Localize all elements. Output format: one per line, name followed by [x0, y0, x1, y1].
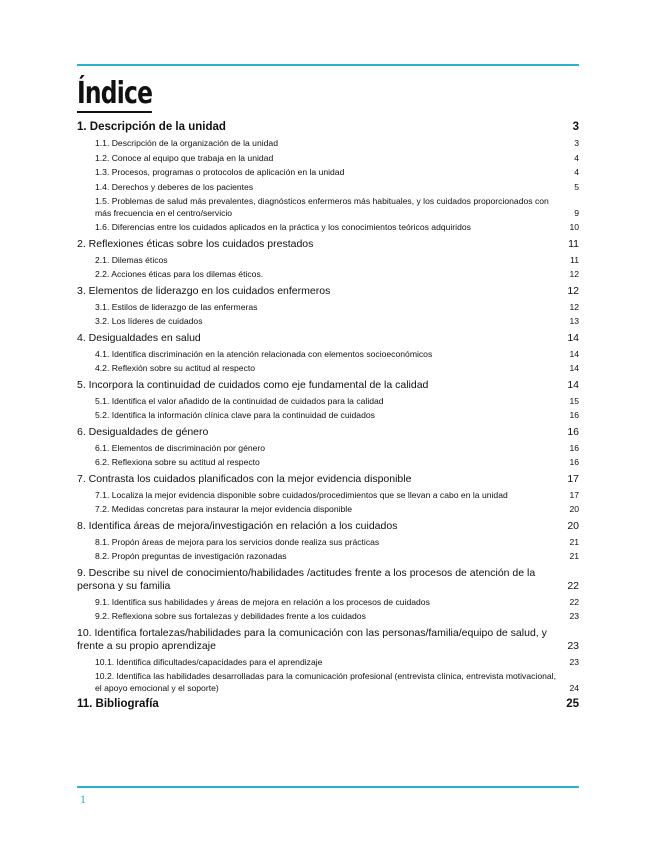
toc-page-number: 3: [574, 138, 579, 148]
toc-entry-5[interactable]: 5. Incorpora la continuidad de cuidados como eje fundamental de la calidad 14: [77, 378, 579, 391]
toc-page-number: 16: [567, 425, 579, 438]
toc-entry-5-1[interactable]: 5.1. Identifica el valor añadido de la continuidad de cuidados para la calidad 15: [95, 395, 579, 406]
toc-entry-3-1[interactable]: 3.1. Estilos de liderazgo de las enfermeras 12: [95, 301, 579, 312]
toc-page-number: 13: [569, 316, 579, 326]
toc-page-number: 10: [569, 222, 579, 232]
toc-entry-8[interactable]: 8. Identifica áreas de mejora/investigación en relación a los cuidados 20: [77, 519, 579, 532]
toc-entry-10-1[interactable]: 10.1. Identifica dificultades/capacidades para el aprendizaje 23: [95, 656, 579, 667]
toc-page-number: 23: [569, 611, 579, 621]
toc-entry-6[interactable]: 6. Desigualdades de género 16: [77, 425, 579, 438]
toc-entry-3[interactable]: 3. Elementos de liderazgo en los cuidados enfermeros 12: [77, 284, 579, 297]
toc-entry-9-2[interactable]: 9.2. Reflexiona sobre sus fortalezas y debilidades frente a los cuidados 23: [95, 611, 579, 621]
toc-entry-10[interactable]: 10. Identifica fortalezas/habilidades para la comunicación con las personas/familia/equipo de salud, y frente a su propio aprendizaje 23: [77, 626, 579, 652]
toc-page-number: 21: [569, 536, 579, 547]
toc-entry-2-2[interactable]: 2.2. Acciones éticas para los dilemas éticos. 12: [95, 269, 579, 279]
toc-page-number: 16: [569, 457, 579, 467]
toc-page-number: 4: [574, 167, 579, 177]
toc-entry-1-6[interactable]: 1.6. Diferencias entre los cuidados aplicados en la práctica y los conocimientos teóricos adquiridos 10: [95, 222, 579, 232]
toc-entry-5-2[interactable]: 5.2. Identifica la información clínica clave para la continuidad de cuidados 16: [95, 410, 579, 420]
toc-page-number: 11: [568, 237, 579, 250]
toc-page-number: 16: [569, 410, 579, 420]
toc-entry-9[interactable]: 9. Describe su nivel de conocimiento/habilidades /actitudes frente a los procesos de atención de la persona y su familia 22: [77, 566, 579, 592]
toc-entry-1-1[interactable]: 1.1. Descripción de la organización de la unidad 3: [95, 138, 579, 148]
toc-entry-3-2[interactable]: 3.2. Los líderes de cuidados 13: [95, 316, 579, 326]
toc-entry-1-4[interactable]: 1.4. Derechos y deberes de los pacientes 5: [95, 181, 579, 192]
toc-page-number: 15: [569, 395, 579, 406]
toc-entry-8-1[interactable]: 8.1. Propón áreas de mejora para los servicios donde realiza sus prácticas 21: [95, 536, 579, 547]
toc-entry-8-2[interactable]: 8.2. Propón preguntas de investigación razonadas 21: [95, 551, 579, 561]
toc-page-number: 11: [570, 254, 579, 265]
toc-entry-7-1[interactable]: 7.1. Localiza la mejor evidencia disponible sobre cuidados/procedimientos que se llevan a cabo en la unidad 17: [95, 489, 579, 500]
toc-page-number: 23: [567, 639, 579, 652]
toc-entry-11[interactable]: 11. Bibliografía 25: [77, 698, 579, 710]
toc-entry-10-2[interactable]: 10.2. Identifica las habilidades desarrolladas para la comunicación profesional (entrevista clínica, entrevista motivacional, el apoyo emocional y el soporte) 24: [95, 671, 579, 693]
toc-entry-1-3[interactable]: 1.3. Procesos, programas o protocolos de aplicación en la unidad 4: [95, 167, 579, 177]
toc-page-number: 25: [566, 698, 579, 710]
toc-entry-1[interactable]: 1. Descripción de la unidad 3: [77, 121, 579, 133]
toc-page-number: 20: [567, 519, 579, 532]
toc-page-number: 5: [574, 181, 579, 192]
toc-page-number: 12: [569, 269, 579, 279]
toc-entry-2-1[interactable]: 2.1. Dilemas éticos 11: [95, 254, 579, 265]
toc-page-number: 17: [567, 472, 579, 485]
bottom-accent-rule: [77, 786, 579, 788]
toc-page-number: 14: [567, 378, 579, 391]
toc-entry-4-2[interactable]: 4.2. Reflexión sobre su actitud al respecto 14: [95, 363, 579, 373]
toc-page-number: 3: [572, 121, 579, 133]
toc-page-number: 20: [569, 504, 579, 514]
toc-entry-4-1[interactable]: 4.1. Identifica discriminación en la atención relacionada con elementos socioeconómicos 14: [95, 348, 579, 359]
toc-entry-4[interactable]: 4. Desigualdades en salud 14: [77, 331, 579, 344]
toc-entry-7-2[interactable]: 7.2. Medidas concretas para instaurar la mejor evidencia disponible 20: [95, 504, 579, 514]
toc-page-number: 12: [569, 301, 579, 312]
toc-entry-1-2[interactable]: 1.2. Conoce al equipo que trabaja en la unidad 4: [95, 152, 579, 163]
toc-page-number: 14: [569, 363, 579, 373]
toc-entry-7[interactable]: 7. Contrasta los cuidados planificados con la mejor evidencia disponible 17: [77, 472, 579, 485]
toc-page-number: 16: [569, 442, 579, 453]
footer-page-number: 1: [80, 792, 86, 806]
toc-entry-1-5[interactable]: 1.5. Problemas de salud más prevalentes, diagnósticos enfermeros más habituales, y los cuidados proporcionados con más frecuencia en el centro/servicio 9: [95, 196, 579, 218]
toc-page-number: 17: [569, 489, 579, 500]
toc-page-number: 22: [569, 596, 579, 607]
toc-entry-2[interactable]: 2. Reflexiones éticas sobre los cuidados prestados 11: [77, 237, 579, 250]
toc-entry-6-1[interactable]: 6.1. Elementos de discriminación por género 16: [95, 442, 579, 453]
top-accent-rule: [77, 64, 579, 66]
page-title: Índice: [77, 76, 153, 111]
toc-page-number: 21: [569, 551, 579, 561]
table-of-contents: [77, 119, 579, 714]
toc-page-number: 4: [574, 152, 579, 163]
toc-page-number: 14: [567, 331, 579, 344]
toc-page-number: 22: [567, 579, 579, 592]
toc-page-number: 24: [569, 682, 579, 693]
toc-page-number: 23: [569, 656, 579, 667]
toc-entry-6-2[interactable]: 6.2. Reflexiona sobre su actitud al respecto 16: [95, 457, 579, 467]
toc-page-number: 14: [569, 348, 579, 359]
toc-page-number: 12: [567, 284, 579, 297]
toc-page-number: 9: [574, 207, 579, 218]
toc-entry-9-1[interactable]: 9.1. Identifica sus habilidades y áreas de mejora en relación a los procesos de cuidados 22: [95, 596, 579, 607]
